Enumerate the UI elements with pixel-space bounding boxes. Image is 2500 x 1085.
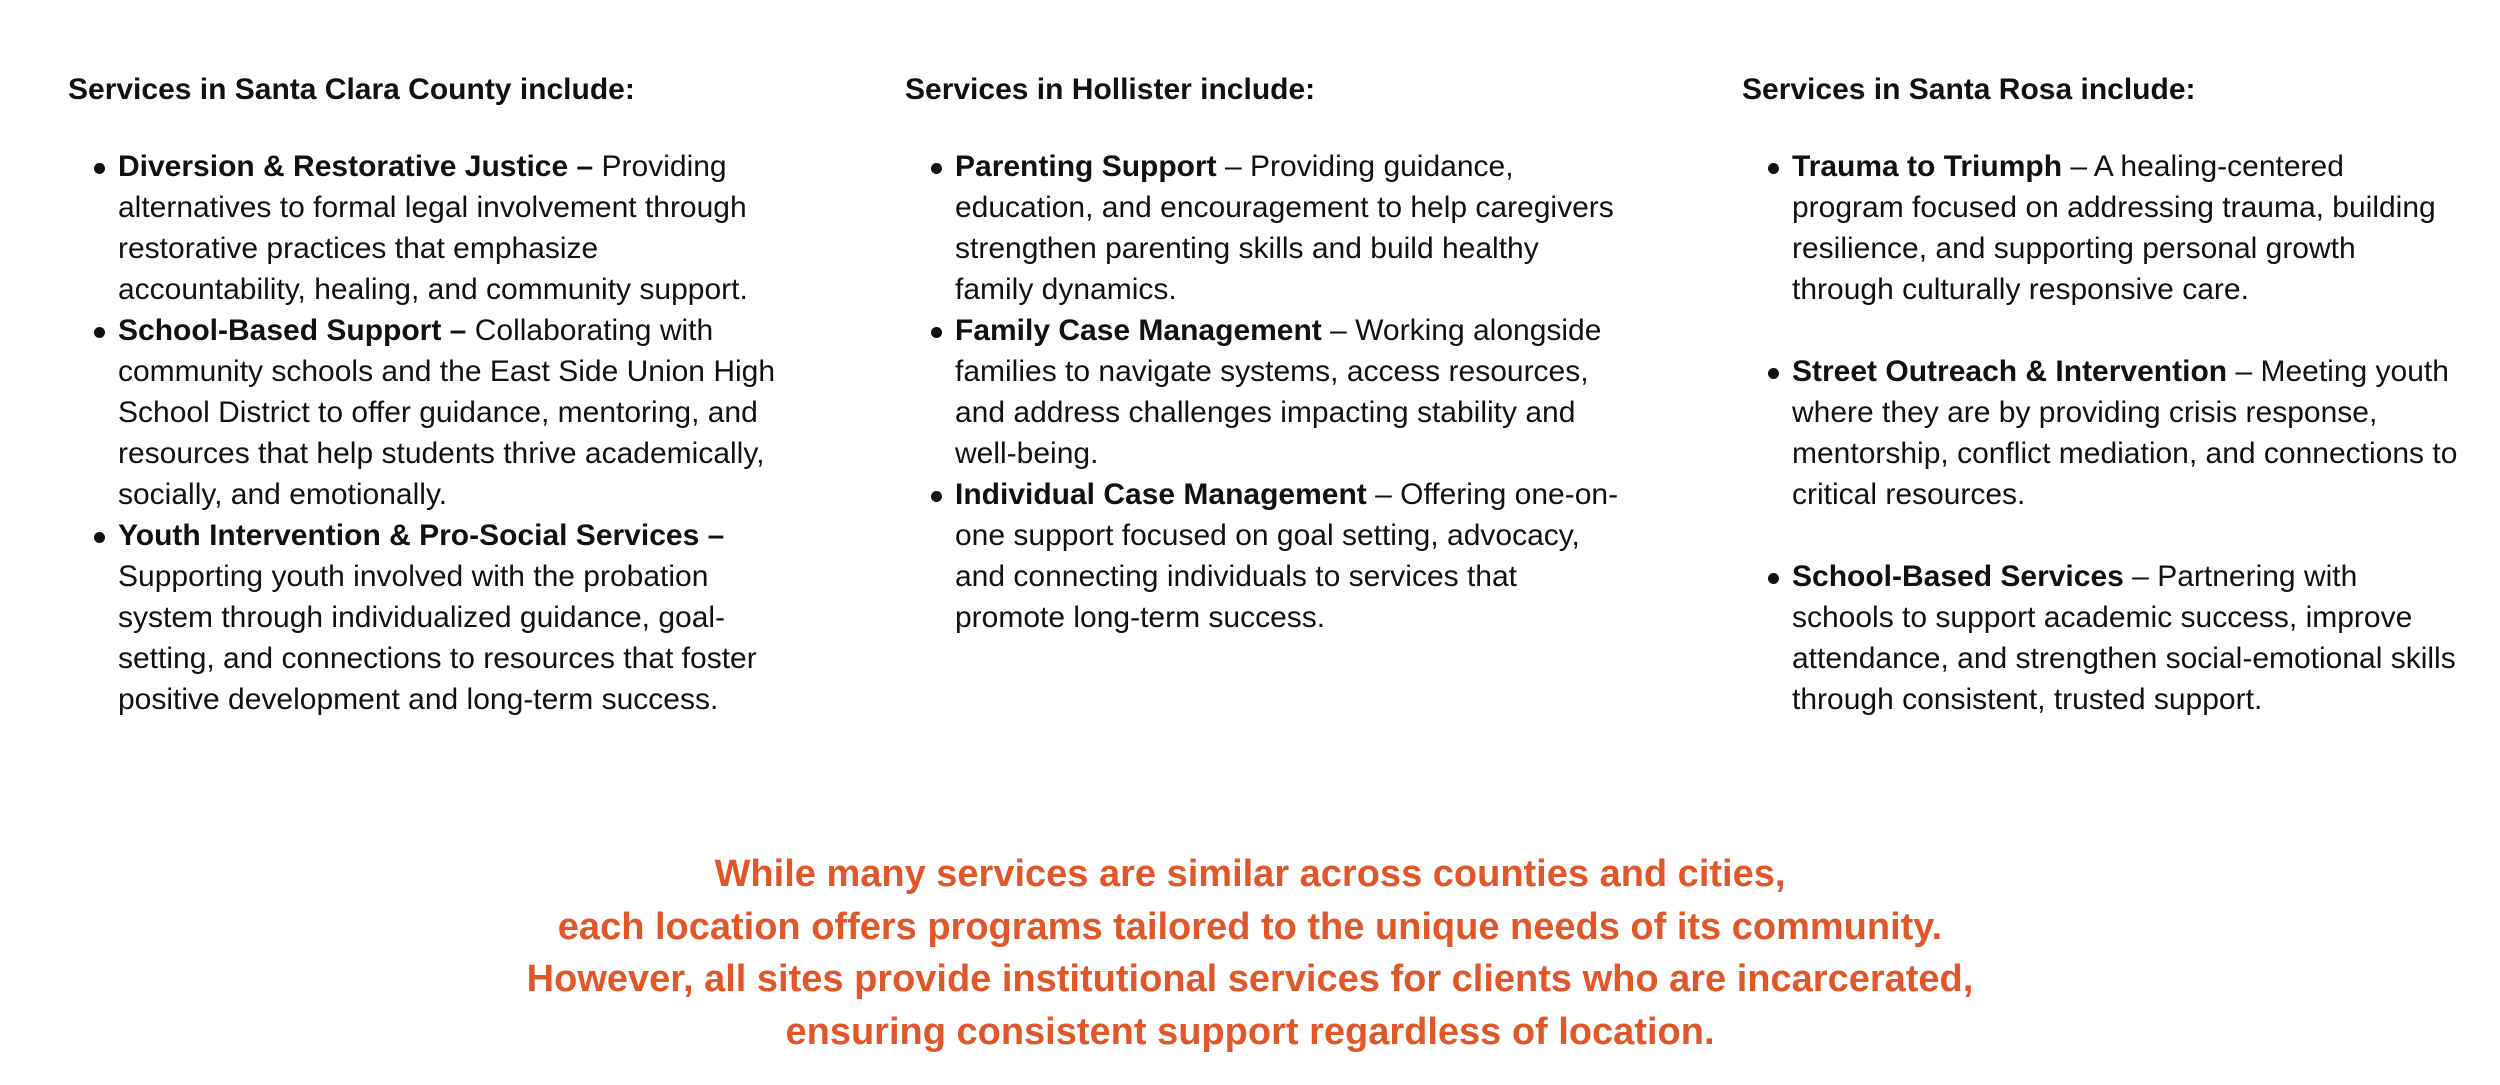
- service-description: – Providing guidance, education, and encouragement to help caregivers strengthen parenting skills and build healthy family dynamics.: [955, 150, 1614, 306]
- santa-clara-column: [68, 68, 788, 720]
- santa-rosa-column: [1742, 68, 2462, 720]
- bullet-icon: [931, 163, 942, 174]
- bullet-icon: [1768, 368, 1779, 379]
- list-item: [68, 310, 788, 515]
- bullet-icon: [931, 491, 942, 502]
- list-item: [68, 515, 788, 720]
- service-name: School-Based Services: [1792, 560, 2124, 593]
- service-description: Supporting youth involved with the probation system through individualized guidance, goal-setting, and connections to resources that foster positive development and long-term success.: [118, 560, 757, 716]
- service-description: – Working alongside families to navigate systems, access resources, and address challenges impacting stability and well-being.: [955, 314, 1602, 470]
- service-description: Providing alternatives to formal legal involvement through restorative practices that emphasize accountability, healing, and community support.: [118, 150, 748, 306]
- service-name: School-Based Support –: [118, 314, 467, 347]
- list-item: [1742, 351, 2462, 515]
- service-name: Youth Intervention & Pro-Social Services –: [118, 519, 725, 552]
- list-item: [905, 146, 1625, 310]
- list-item: [1742, 556, 2462, 720]
- note-line: While many services are similar across counties and cities,: [714, 853, 1786, 895]
- santa-rosa-heading: Services in Santa Rosa include:: [1742, 73, 2196, 106]
- hollister-column: [905, 68, 1625, 638]
- bullet-icon: [94, 532, 105, 543]
- santa-clara-heading: Services in Santa Clara County include:: [68, 73, 635, 106]
- service-description: – A healing-centered program focused on addressing trauma, building resilience, and supporting personal growth through culturally responsive care.: [1792, 150, 2436, 306]
- service-name: Street Outreach & Intervention: [1792, 355, 2228, 388]
- closing-note: [0, 848, 2500, 1058]
- bullet-icon: [94, 163, 105, 174]
- hollister-services-list: [905, 146, 1625, 638]
- service-name: Trauma to Triumph: [1792, 150, 2063, 183]
- bullet-icon: [1768, 573, 1779, 584]
- bullet-icon: [931, 327, 942, 338]
- service-description: – Partnering with schools to support academic success, improve attendance, and strengthen social-emotional skills through consistent, trusted support.: [1792, 560, 2456, 716]
- hollister-heading: Services in Hollister include:: [905, 73, 1316, 106]
- list-item: [905, 310, 1625, 474]
- service-name: Parenting Support: [955, 150, 1217, 183]
- service-name: Diversion & Restorative Justice –: [118, 150, 594, 183]
- list-item: [68, 146, 788, 310]
- note-line: However, all sites provide institutional services for clients who are incarcerated,: [526, 958, 1974, 1000]
- service-name: Individual Case Management: [955, 478, 1367, 511]
- santa-clara-services-list: [68, 146, 788, 720]
- list-item: [905, 474, 1625, 638]
- bullet-icon: [94, 327, 105, 338]
- service-description: – Offering one-on-one support focused on goal setting, advocacy, and connecting individuals to services that promote long-term success.: [955, 478, 1619, 634]
- santa-rosa-services-list: [1742, 146, 2462, 720]
- service-description: – Meeting youth where they are by providing crisis response, mentorship, conflict mediation, and connections to critical resources.: [1792, 355, 2458, 511]
- note-line: ensuring consistent support regardless of location.: [785, 1010, 1715, 1053]
- note-line: each location offers programs tailored to the unique needs of its community.: [557, 905, 1943, 948]
- bullet-icon: [1768, 163, 1779, 174]
- service-name: Family Case Management: [955, 314, 1322, 347]
- list-item: [1742, 146, 2462, 310]
- service-description: Collaborating with community schools and the East Side Union High School District to offer guidance, mentoring, and resources that help students thrive academically, socially, and emotionally.: [118, 314, 776, 511]
